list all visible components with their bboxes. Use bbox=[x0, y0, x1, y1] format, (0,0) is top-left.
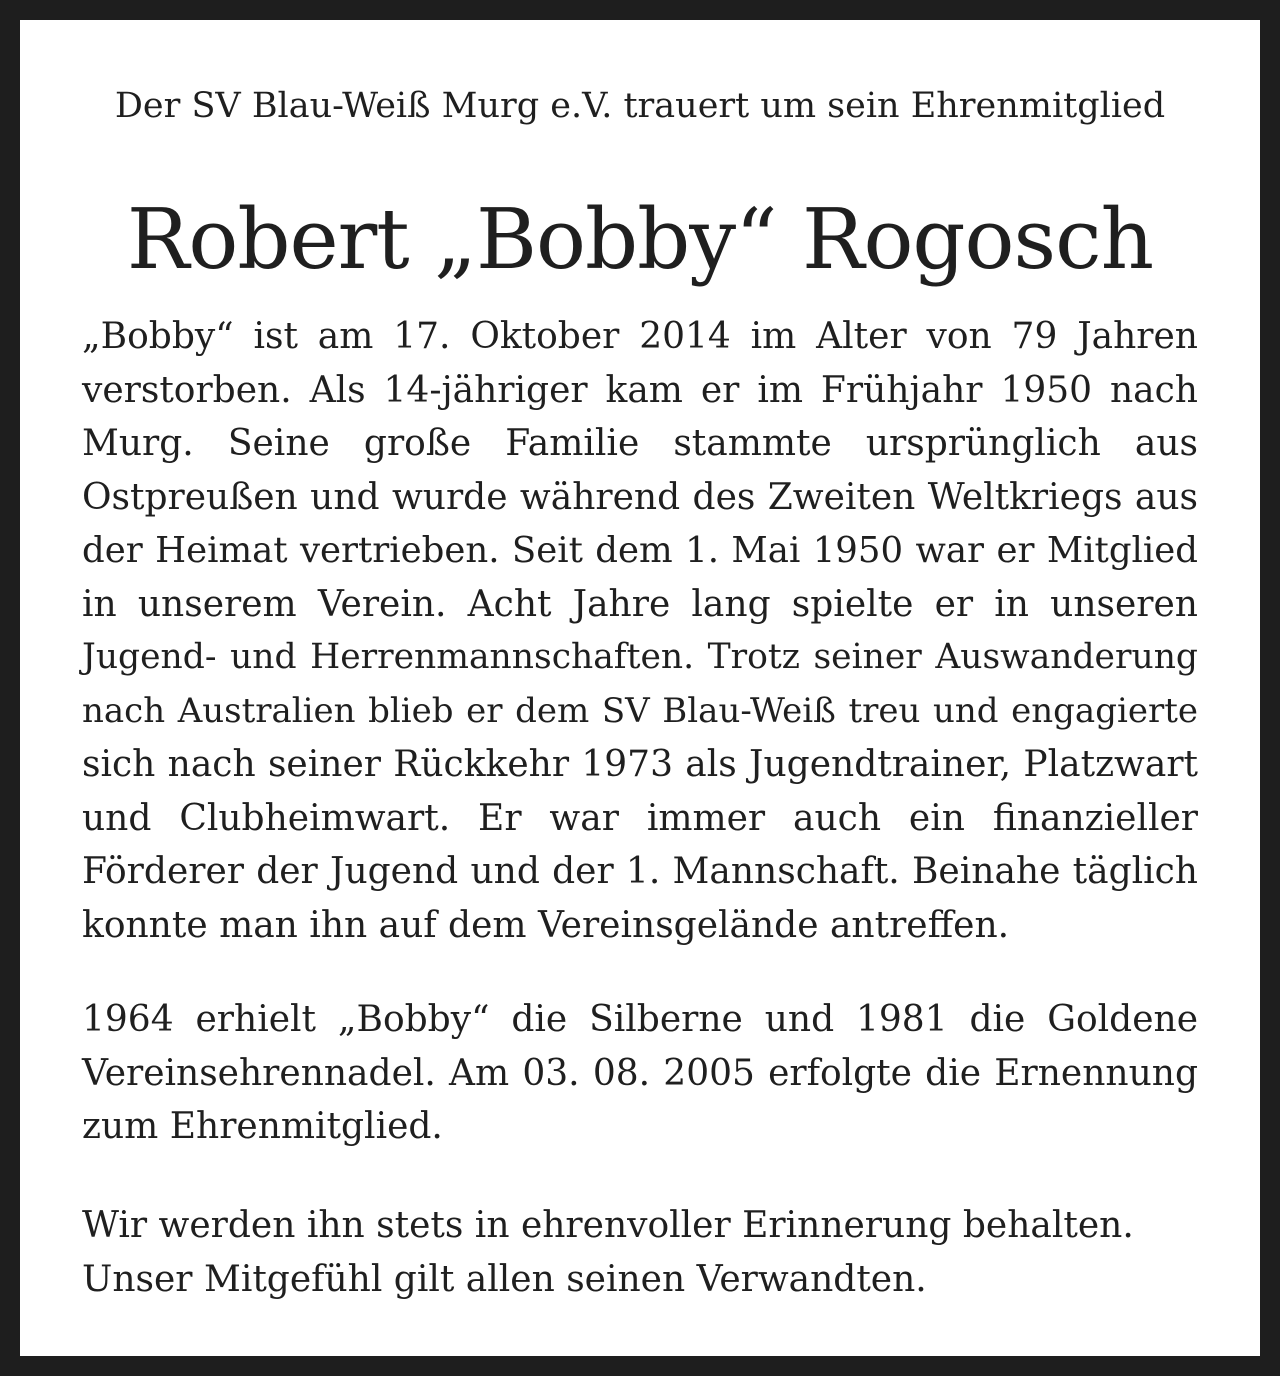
intro-line: Der SV Blau-Weiß Murg e.V. trauert um sein Ehrenmitglied bbox=[114, 86, 1166, 126]
text-line: Wir werden ihn stets in ehrenvoller Erinnerung behalten. bbox=[82, 1205, 1134, 1246]
text-line: Jugend- und Herrenmannschaften. Trotz seiner Auswanderung bbox=[82, 637, 1198, 677]
paragraph-honors bbox=[82, 993, 1198, 1154]
text-line: konnte man ihn auf dem Vereinsgelände antreffen. bbox=[82, 904, 1010, 946]
text-line: sich nach seiner Rückkehr 1973 als Jugendtrainer, Platzwart bbox=[82, 744, 1198, 785]
text-line: verstorben. Als 14-jähriger kam er im Frühjahr 1950 nach bbox=[82, 369, 1198, 411]
text-line: Vereinsehrennadel. Am 03. 08. 2005 erfolgte die Ernennung bbox=[82, 1052, 1198, 1094]
text-line: Murg. Seine große Familie stammte ursprünglich aus bbox=[82, 423, 1198, 464]
text-line: Ostpreußen und wurde während des Zweiten Weltkriegs aus bbox=[82, 476, 1198, 518]
text-line: 1964 erhielt „Bobby“ die Silberne und 1981 die Goldene bbox=[82, 999, 1198, 1040]
text-line: und Clubheimwart. Er war immer auch ein finanzieller bbox=[82, 797, 1198, 839]
deceased-name: Robert „Bobby“ Rogosch bbox=[126, 191, 1154, 288]
text-line: nach Australien blieb er dem SV Blau-Weiß treu und engagierte bbox=[82, 690, 1198, 731]
paragraph-closing bbox=[82, 1199, 1198, 1306]
paragraph-biography bbox=[82, 310, 1198, 952]
text-line: zum Ehrenmitglied. bbox=[82, 1106, 443, 1147]
text-line: Förderer der Jugend und der 1. Mannschaft. Beinahe täglich bbox=[82, 851, 1198, 892]
text-line: „Bobby“ ist am 17. Oktober 2014 im Alter von 79 Jahren bbox=[82, 316, 1198, 357]
text-line: in unserem Verein. Acht Jahre lang spielte er in unseren bbox=[82, 583, 1198, 625]
text-line: der Heimat vertrieben. Seit dem 1. Mai 1950 war er Mitglied bbox=[82, 530, 1198, 571]
text-line: Unser Mitgefühl gilt allen seinen Verwandten. bbox=[82, 1258, 927, 1300]
